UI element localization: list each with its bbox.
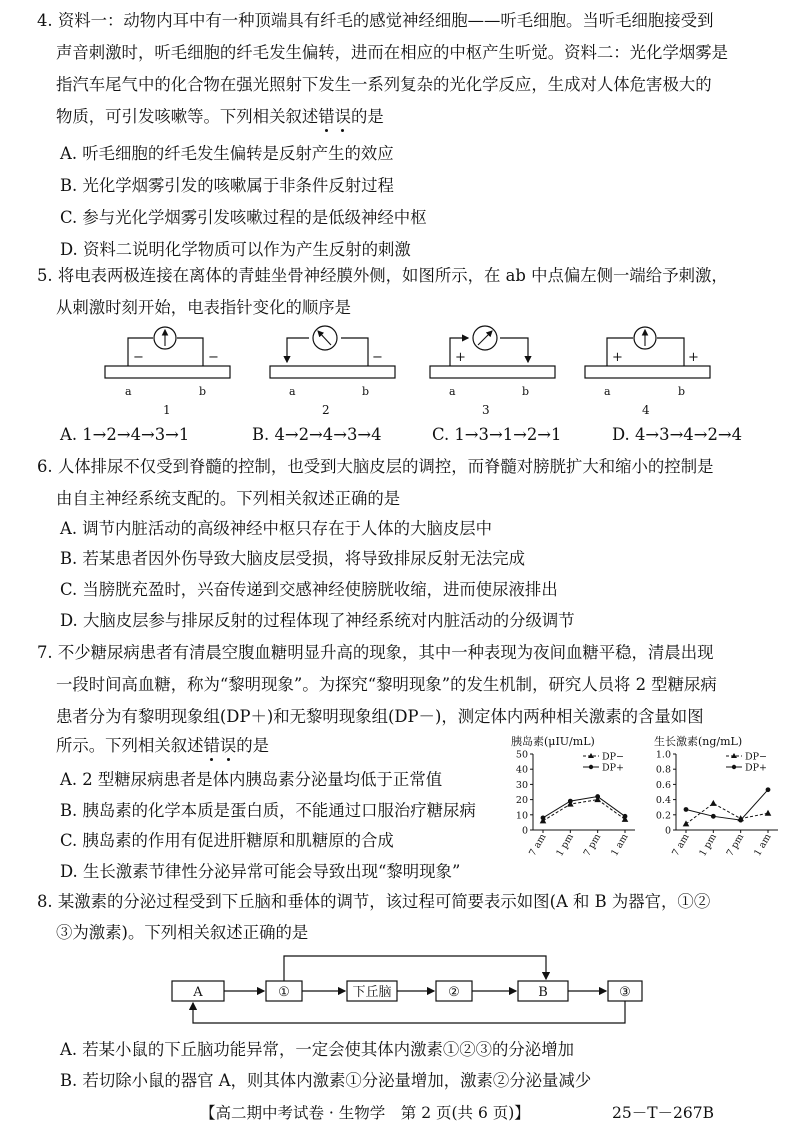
q4-option-b: B. 光化学烟雾引发的咳嗽属于非条件反射过程 xyxy=(60,176,394,195)
y-tick-label: 30 xyxy=(515,779,528,791)
q5-fig1-label-a: a xyxy=(125,385,132,398)
q5-fig4-label-a: a xyxy=(604,385,611,398)
chart-title: 生长激素(ng/mL) xyxy=(654,735,743,748)
flow-label-a: A xyxy=(193,985,203,1000)
flow-label-hormone-2: ② xyxy=(448,985,460,1000)
q5-fig4-number: 4 xyxy=(642,403,650,417)
q5-figure-3 xyxy=(430,326,555,417)
legend-label: DP+ xyxy=(602,762,624,774)
q8-option-a: A. 若某小鼠的下丘脑功能异常，一定会使其体内激素①②③的分泌增加 xyxy=(60,1040,574,1059)
q6-stem-line-2: 由自主神经系统支配的。下列相关叙述正确的是 xyxy=(56,489,401,508)
data-point-triangle xyxy=(710,800,717,806)
q4-emphasis-char-2: 误 xyxy=(334,107,352,126)
data-point-dot xyxy=(623,814,628,819)
q5-stem-line-1: 5. 将电表两极连接在离体的青蛙坐骨神经膜外侧，如图所示，在 ab 中点偏左侧一端给予刺激， xyxy=(37,266,728,285)
data-point-dot xyxy=(568,799,573,804)
q5-stem-line-2: 从刺激时刻开始，电表指针变化的顺序是 xyxy=(56,298,352,317)
q4-option-d: D. 资料二说明化学物质可以作为产生反射的刺激 xyxy=(60,240,411,259)
legend-marker-dot xyxy=(589,765,593,769)
legend-marker-dot xyxy=(732,765,736,769)
data-point-dot xyxy=(541,815,546,820)
q6-stem-line-1: 6. 人体排尿不仅受到脊髓的控制，也受到大脑皮层的调控，而脊髓对膀胱扩大和缩小的控制是 xyxy=(37,457,714,476)
q7-stem-text: 所示。下列相关叙述 xyxy=(56,736,204,755)
q5-fig2-label-a: a xyxy=(289,385,296,398)
y-tick-label: 0 xyxy=(521,825,528,837)
q6-option-b: B. 若某患者因外伤导致大脑皮层受损，将导致排尿反射无法完成 xyxy=(60,549,526,568)
q6-option-d: D. 大脑皮层参与排尿反射的过程体现了神经系统对内脏活动的分级调节 xyxy=(60,611,575,630)
data-point-dot xyxy=(595,794,600,799)
q4-stem-line-3: 指汽车尾气中的化合物在强光照射下发生一系列复杂的光化学反应，生成对人体危害极大的 xyxy=(56,75,712,94)
paper-code: 25－T－267B xyxy=(612,1104,715,1122)
q5-fig3-label-b: b xyxy=(522,385,530,398)
y-tick-label: 0 xyxy=(664,825,671,837)
series-line xyxy=(543,797,625,818)
x-tick-label: 1 am xyxy=(609,832,631,859)
y-tick-label: 50 xyxy=(515,749,528,761)
legend-label: DP− xyxy=(602,751,624,763)
q4-stem-line-2: 声音刺激时，听毛细胞的纤毛发生偏转，进而在相应的中枢产生听觉。资料二：光化学烟雾是 xyxy=(56,43,729,62)
y-tick-label: 0.8 xyxy=(655,764,671,776)
x-tick-label: 7 pm xyxy=(724,832,747,859)
q5-fig1-right-sign: − xyxy=(208,350,219,365)
legend-label: DP+ xyxy=(745,762,767,774)
q5-fig4-left-sign: + xyxy=(612,350,623,365)
y-tick-label: 40 xyxy=(515,764,528,776)
flow-label-hormone-1: ① xyxy=(278,985,290,1000)
q4-stem-line-4 xyxy=(56,106,384,128)
q7-option-c: C. 胰岛素的作用有促进肝糖原和肌糖原的合成 xyxy=(60,831,394,850)
q7-option-b: B. 胰岛素的化学本质是蛋白质，不能通过口服治疗糖尿病 xyxy=(60,801,476,820)
q5-electrode-figures xyxy=(0,318,800,418)
q4-stem-line-1: 4. 资料一：动物内耳中有一种顶端具有纤毛的感觉神经细胞——听毛细胞。当听毛细胞接受到 xyxy=(37,11,714,30)
flow-label-hypothalamus: 下丘脑 xyxy=(352,985,392,1000)
q5-fig4-right-sign: + xyxy=(688,350,699,365)
q7-stem-line-2: 一段时间高血糖，称为“黎明现象”。为探究“黎明现象”的发生机制，研究人员将 2 型糖尿病 xyxy=(56,675,717,694)
q7-option-d: D. 生长激素节律性分泌异常可能会导致出现“黎明现象” xyxy=(60,862,461,881)
y-tick-label: 0.2 xyxy=(655,810,671,822)
q5-figure-4 xyxy=(585,327,710,417)
x-tick-label: 1 am xyxy=(752,832,774,859)
q7-stem-end: 的是 xyxy=(236,736,270,755)
q5-fig2-label-b: b xyxy=(362,385,370,398)
q5-option-b: B. 4→2→4→3→4 xyxy=(252,425,382,444)
q5-fig2-right-sign: − xyxy=(372,350,383,365)
q5-fig1-label-b: b xyxy=(199,385,207,398)
q7-emphasis-char-2: 误 xyxy=(219,736,237,755)
q8-stem-line-2: ③为激素)。下列相关叙述正确的是 xyxy=(56,923,309,942)
series-line xyxy=(686,803,768,824)
y-tick-label: 10 xyxy=(515,810,528,822)
insulin-chart xyxy=(507,734,647,864)
q5-fig1-number: 1 xyxy=(163,403,171,417)
q5-option-d: D. 4→3→4→2→4 xyxy=(612,425,743,444)
chart-title: 胰岛素(μIU/mL) xyxy=(511,735,595,748)
q5-fig3-left-sign: + xyxy=(455,350,466,365)
q4-option-c: C. 参与光化学烟雾引发咳嗽过程的是低级神经中枢 xyxy=(60,208,427,227)
growth-hormone-chart xyxy=(650,734,790,864)
q7-stem-line-4 xyxy=(56,735,269,757)
x-tick-label: 1 pm xyxy=(697,832,719,859)
x-tick-label: 1 pm xyxy=(554,832,576,859)
q5-fig1-left-sign: − xyxy=(133,350,144,365)
q5-figure-1 xyxy=(105,327,230,417)
q5-fig2-number: 2 xyxy=(322,403,330,417)
q7-emphasis-char-1: 错 xyxy=(203,736,220,755)
data-point-dot xyxy=(711,814,716,819)
q6-option-c: C. 当膀胱充盈时，兴奋传递到交感神经使膀胱收缩，进而使尿液排出 xyxy=(60,580,558,599)
data-point-triangle xyxy=(765,810,772,816)
q7-option-a: A. 2 型糖尿病患者是体内胰岛素分泌量均低于正常值 xyxy=(60,770,443,789)
q4-emphasis-char-1: 错 xyxy=(318,107,335,126)
q5-option-a: A. 1→2→4→3→1 xyxy=(60,425,190,444)
q4-stem-end: 的是 xyxy=(351,107,384,126)
q5-fig4-label-b: b xyxy=(678,385,686,398)
q4-stem-text: 物质，可引发咳嗽等。下列相关叙述 xyxy=(56,107,319,126)
q7-stem-line-1: 7. 不少糖尿病患者有清晨空腹血糖明显升高的现象，其中一种表现为夜间血糖平稳，清晨出现 xyxy=(37,643,714,662)
data-point-triangle xyxy=(683,820,690,826)
q4-option-a: A. 听毛细胞的纤毛发生偏转是反射产生的效应 xyxy=(60,144,394,163)
x-tick-label: 7 am xyxy=(670,832,692,859)
y-tick-label: 0.4 xyxy=(655,795,671,807)
y-tick-label: 1.0 xyxy=(655,749,671,761)
data-point-dot xyxy=(738,818,743,823)
q8-stem-line-1: 8. 某激素的分泌过程受到下丘脑和垂体的调节，该过程可简要表示如图(A 和 B 为器官，①② xyxy=(37,892,711,911)
flow-label-hormone-3: ③ xyxy=(619,985,631,1000)
q5-fig3-number: 3 xyxy=(482,403,490,417)
q5-figure-2 xyxy=(270,326,395,417)
data-point-dot xyxy=(766,787,771,792)
q8-option-b: B. 若切除小鼠的器官 A，则其体内激素①分泌量增加，激素②分泌量减少 xyxy=(60,1071,592,1090)
x-tick-label: 7 am xyxy=(527,832,549,859)
y-tick-label: 0.6 xyxy=(655,779,671,791)
q6-option-a: A. 调节内脏活动的高级神经中枢只存在于人体的大脑皮层中 xyxy=(60,519,493,538)
legend-label: DP− xyxy=(745,751,767,763)
flow-label-b: B xyxy=(538,985,548,1000)
q8-flow-diagram xyxy=(0,948,800,1033)
y-tick-label: 20 xyxy=(515,795,528,807)
page-footer: 【高二期中考试卷 · 生物学 第 2 页(共 6 页)】 xyxy=(200,1104,530,1122)
data-point-dot xyxy=(684,807,689,812)
q7-stem-line-3: 患者分为有黎明现象组(DP＋)和无黎明现象组(DP－)，测定体内两种相关激素的含量如图 xyxy=(56,707,704,726)
x-tick-label: 7 pm xyxy=(581,832,604,859)
q5-option-c: C. 1→3→1→2→1 xyxy=(432,425,562,444)
q5-fig3-label-a: a xyxy=(449,385,456,398)
